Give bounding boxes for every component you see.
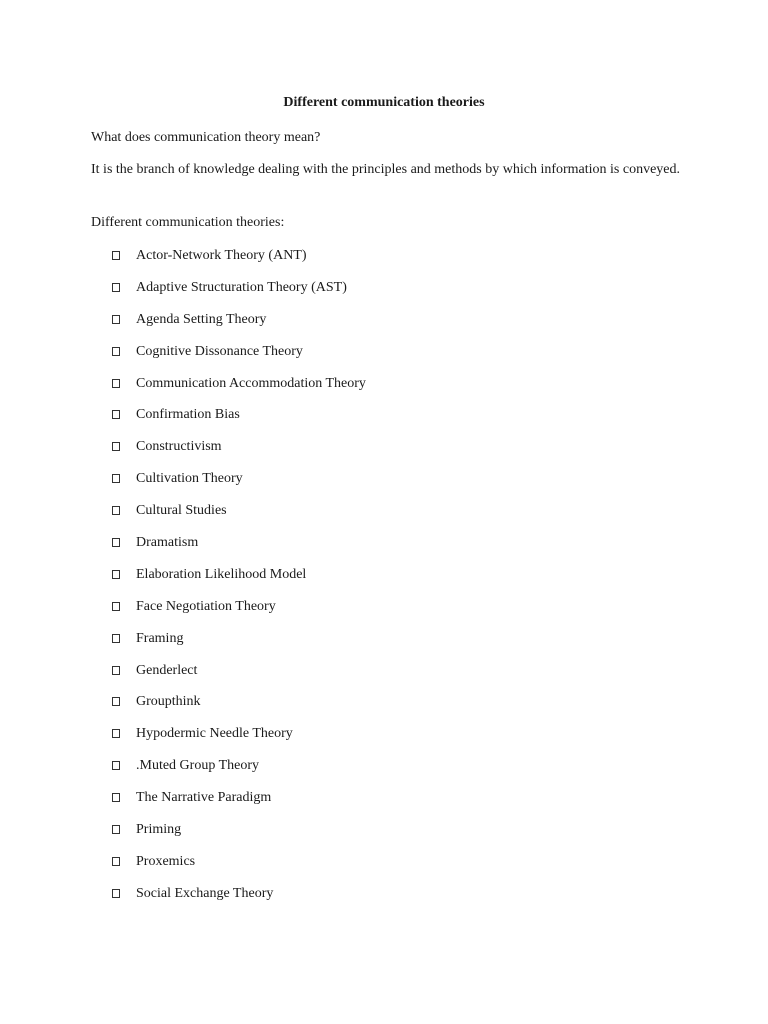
list-item: Genderlect: [0, 662, 600, 694]
square-bullet-icon: [112, 538, 120, 547]
square-bullet-icon: [112, 347, 120, 356]
list-item: Groupthink: [0, 693, 600, 725]
square-bullet-icon: [112, 634, 120, 643]
list-item: Constructivism: [0, 438, 600, 470]
square-bullet-icon: [112, 697, 120, 706]
list-item: Elaboration Likelihood Model: [0, 566, 600, 598]
square-bullet-icon: [112, 379, 120, 388]
list-item: Confirmation Bias: [0, 406, 600, 438]
list-item: Proxemics: [0, 853, 600, 885]
list-item: Actor-Network Theory (ANT): [0, 247, 600, 279]
square-bullet-icon: [112, 570, 120, 579]
square-bullet-icon: [112, 761, 120, 770]
question-paragraph: What does communication theory mean?: [91, 130, 321, 145]
square-bullet-icon: [112, 442, 120, 451]
list-item: Social Exchange Theory: [0, 885, 600, 917]
list-item: Framing: [0, 630, 600, 662]
list-item: Cultivation Theory: [0, 470, 600, 502]
list-item: Adaptive Structuration Theory (AST): [0, 279, 600, 311]
list-item: Cognitive Dissonance Theory: [0, 343, 600, 375]
document-title: Different communication theories: [283, 95, 485, 110]
square-bullet-icon: [112, 283, 120, 292]
square-bullet-icon: [112, 506, 120, 515]
list-item: Cultural Studies: [0, 502, 600, 534]
definition-paragraph: It is the branch of knowledge dealing with the principles and methods by which information is conveyed.: [91, 162, 681, 177]
list-item: Dramatism: [0, 534, 600, 566]
square-bullet-icon: [112, 889, 120, 898]
square-bullet-icon: [112, 251, 120, 260]
list-item: Communication Accommodation Theory: [0, 375, 600, 407]
theory-list: [0, 247, 600, 917]
list-item: The Narrative Paradigm: [0, 789, 600, 821]
square-bullet-icon: [112, 729, 120, 738]
square-bullet-icon: [112, 793, 120, 802]
square-bullet-icon: [112, 474, 120, 483]
square-bullet-icon: [112, 857, 120, 866]
list-item: Priming: [0, 821, 600, 853]
square-bullet-icon: [112, 602, 120, 611]
list-item: Face Negotiation Theory: [0, 598, 600, 630]
square-bullet-icon: [112, 315, 120, 324]
list-item: Hypodermic Needle Theory: [0, 725, 600, 757]
list-intro: Different communication theories:: [91, 215, 285, 230]
square-bullet-icon: [112, 825, 120, 834]
list-item: Agenda Setting Theory: [0, 311, 600, 343]
square-bullet-icon: [112, 666, 120, 675]
square-bullet-icon: [112, 410, 120, 419]
list-item: .Muted Group Theory: [0, 757, 600, 789]
